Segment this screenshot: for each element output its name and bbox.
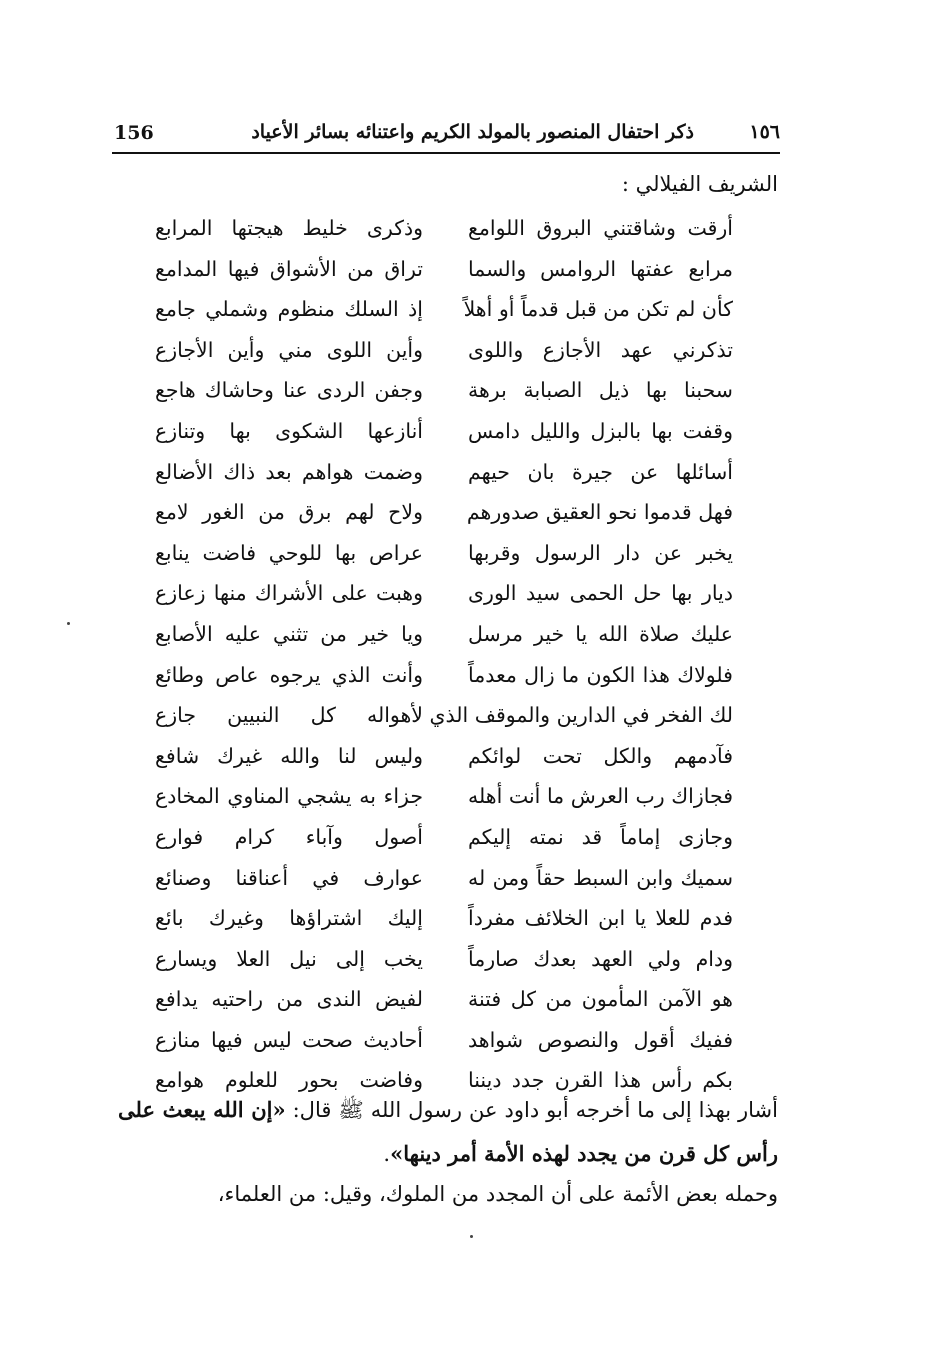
verse-first-hemistich: وجازى إماماً قد نمته إليكم bbox=[468, 824, 733, 849]
verse-second-hemistich: وأين اللوى مني وأين الأجازع bbox=[155, 337, 423, 362]
commentary-end: . bbox=[383, 1142, 391, 1166]
verse-first-hemistich: مرابع عفتها الروامس والسما bbox=[468, 256, 733, 281]
verse-second-hemistich: لأهواله كل النبيين جازع bbox=[155, 703, 423, 728]
poet-name: الشريف الفيلالي : bbox=[621, 172, 778, 196]
verse-second-hemistich: وضمت هواهم بعد ذاك الأضالع bbox=[155, 459, 423, 484]
verse-first-hemistich: أرقت وشاقتني البروق اللوامع bbox=[468, 216, 733, 240]
verse-second-hemistich: وليس لنا والله غيرك شافع bbox=[155, 743, 423, 768]
commentary-intro: أشار بهذا إلى ما أخرجه أبو داود عن رسول الله ﷺ قال: bbox=[285, 1098, 778, 1122]
verse-row bbox=[0, 573, 938, 614]
scan-speck bbox=[67, 622, 70, 625]
verse-first-hemistich: بكم رأس هذا القرن جدد ديننا bbox=[468, 1068, 733, 1093]
verse-first-hemistich: ففيك أقول والنصوص شواهد bbox=[468, 1027, 733, 1052]
commentary-paragraph-2: وحمله بعض الأئمة على أن المجدد من الملوك، وقيل: من العلماء، bbox=[217, 1182, 778, 1206]
verse-second-hemistich: إليك اشتراؤها وغيرك بائع bbox=[155, 906, 423, 931]
verse-first-hemistich: كأن لم تكن من قبل قدماً أو أهلاً bbox=[463, 297, 733, 322]
verse-first-hemistich: وقفت بها بالبزل والليل دامس bbox=[468, 418, 733, 443]
verse-row bbox=[0, 776, 938, 817]
verse-first-hemistich: سميك وابن السبط حقاً ومن له bbox=[468, 865, 733, 890]
verse-second-hemistich: أصول وآباء كرام فوارع bbox=[155, 824, 423, 849]
scan-speck bbox=[470, 1235, 473, 1238]
verse-second-hemistich: إذ السلك منظوم وشملي جامع bbox=[155, 297, 423, 322]
verse-row bbox=[0, 492, 938, 533]
verse-row bbox=[0, 411, 938, 452]
verse-first-hemistich: ديار بها حل الحمى سيد الورى bbox=[468, 581, 733, 606]
verse-row bbox=[0, 1020, 938, 1061]
verse-row bbox=[0, 533, 938, 574]
page-number-latin: 156 bbox=[114, 122, 154, 144]
page-number-arabic: ١٥٦ bbox=[749, 121, 780, 143]
verse-first-hemistich: فلولاك هذا الكون ما زال معدماً bbox=[468, 662, 733, 687]
verse-second-hemistich: لفيض الندى من راحتيه يدافع bbox=[155, 987, 423, 1012]
verse-second-hemistich: وذكرى خليط هيجتها المرابع bbox=[155, 216, 423, 240]
hadith-quote: «إن الله يبعث على رأس كل قرن من يجدد لهذه الأمة أمر دينها» bbox=[118, 1097, 778, 1166]
verse-second-hemistich: عراص بها للوحي فاضت ينابع bbox=[155, 540, 423, 565]
verse-first-hemistich: أسائلها عن جيرة بان حيهم bbox=[468, 459, 733, 484]
verse-row bbox=[0, 858, 938, 899]
verse-row bbox=[0, 614, 938, 655]
verse-first-hemistich: يخبر عن دار الرسول وقربها bbox=[468, 540, 733, 565]
verse-first-hemistich: ودام ولي العهد بعدك صارماً bbox=[468, 946, 733, 971]
verse-second-hemistich: جزاء به يشجي المناوي المخادع bbox=[155, 784, 423, 809]
verse-second-hemistich: وجفن الردى عنا وحاشاك هاجع bbox=[155, 378, 423, 403]
verse-row bbox=[0, 249, 938, 290]
verse-row bbox=[0, 898, 938, 939]
verse-row bbox=[0, 695, 938, 736]
verse-second-hemistich: أحاديث صحت ليس فيها منازع bbox=[155, 1027, 423, 1052]
verse-first-hemistich: سحبنا بها ذيل الصبابة برهة bbox=[468, 378, 733, 403]
verse-first-hemistich: فآدمهم والكل تحت لوائكم bbox=[468, 743, 733, 768]
verse-second-hemistich: وأنت الذي يرجوه عاص وطائع bbox=[155, 662, 423, 687]
verse-row bbox=[0, 330, 938, 371]
poem bbox=[0, 208, 938, 1101]
verse-first-hemistich: لك الفخر في الدارين والموقف الذي bbox=[429, 703, 733, 728]
verse-first-hemistich: هو الآمن المأمون من كل فتنة bbox=[468, 987, 733, 1012]
verse-row bbox=[0, 289, 938, 330]
verse-second-hemistich: تراق من الأشواق فيها المدامع bbox=[155, 256, 423, 281]
page-header bbox=[112, 118, 780, 154]
verse-row bbox=[0, 370, 938, 411]
verse-second-hemistich: ويا خير من تثني عليه الأصابع bbox=[155, 621, 423, 646]
verse-first-hemistich: فهل قدموا نحو العقيق صدورهم bbox=[466, 500, 733, 525]
verse-row bbox=[0, 452, 938, 493]
verse-row bbox=[0, 817, 938, 858]
verse-row bbox=[0, 736, 938, 777]
verse-second-hemistich: يخب إلى نيل العلا ويسارع bbox=[155, 946, 423, 971]
verse-second-hemistich: أنازعها الشكوى بها وتنازع bbox=[155, 418, 423, 443]
verse-row bbox=[0, 939, 938, 980]
verse-second-hemistich: وهبت على الأشراك منها زعازع bbox=[155, 581, 423, 606]
verse-second-hemistich: عوارف في أعناقنا وصنائع bbox=[155, 865, 423, 890]
verse-first-hemistich: تذكرني عهد الأجازع واللوى bbox=[468, 337, 733, 362]
verse-first-hemistich: فدم للعلا يا ابن الخلائف مفرداً bbox=[468, 906, 733, 931]
verse-row bbox=[0, 979, 938, 1020]
running-title: ذكر احتفال المنصور بالمولد الكريم واعتنائه بسائر الأعياد bbox=[251, 121, 694, 143]
verse-row bbox=[0, 208, 938, 249]
verse-second-hemistich: وفاضت بحور للعلوم هوامع bbox=[155, 1068, 423, 1093]
verse-row bbox=[0, 655, 938, 696]
verse-first-hemistich: فجازاك رب العرش ما أنت أهله bbox=[468, 784, 733, 809]
verse-second-hemistich: ولاح لهم برق من الغور لامع bbox=[155, 500, 423, 525]
verse-first-hemistich: عليك صلاة الله يا خير مرسل bbox=[468, 621, 733, 646]
commentary-paragraph bbox=[118, 1088, 778, 1176]
